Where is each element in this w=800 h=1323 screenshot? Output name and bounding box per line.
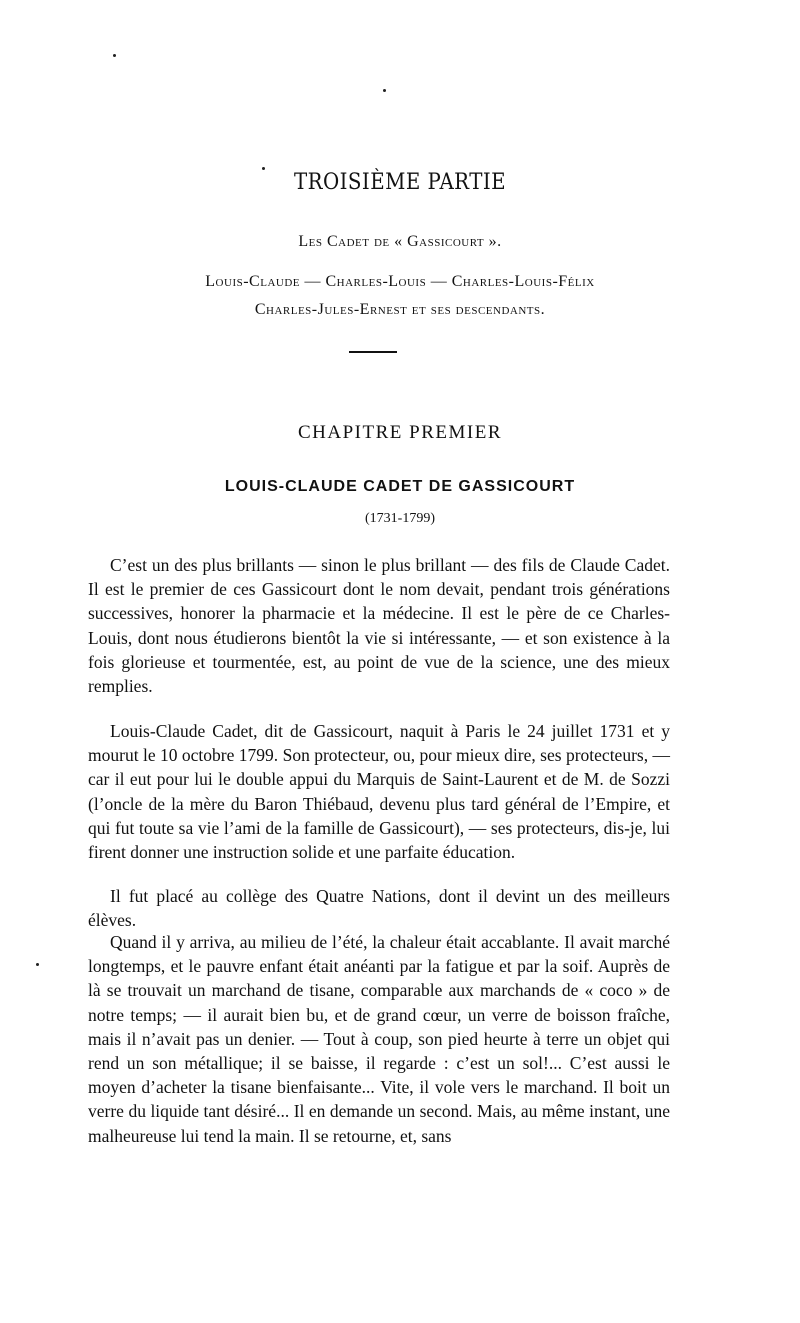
body-paragraph: Il fut placé au collège des Quatre Nations, dont il devint un des meilleurs élèves. <box>88 886 670 931</box>
chapter-label: CHAPITRE PREMIER <box>298 422 502 443</box>
section-divider <box>349 351 397 353</box>
page-speck <box>36 963 39 966</box>
chapter-title: LOUIS-CLAUDE CADET DE GASSICOURT <box>224 478 576 495</box>
family-members-line-1: Louis-Claude — Charles-Louis — Charles-Louis-Félix <box>205 273 595 290</box>
part-subtitle: Les Cadet de « Gassicourt ». <box>298 233 502 250</box>
part-title: TROISIÈME PARTIE <box>293 170 507 195</box>
body-paragraph: Quand il y arriva, au milieu de l’été, la chaleur était accablante. Il avait marché longtemps, et le pauvre enfant était anéanti par la fatigue et par la soif. Auprès de là se trouvait un marchand de tisane, comparable aux marchands de « coco » de notre temps; — il aurait bien bu, et de grand cœur, un verre de boisson fraîche, mais il n’avait pas un denier. — Tout à coup, son pied heurte à terre un objet qui rend un son métallique; il se baisse, il regarde : c’est un sol!... C’est aussi le moyen d’acheter la tisane bienfaisante... Vite, il vole vers le marchand. Il boit un verre du liquide tant désiré... Il en demande un second. Mais, au même instant, une malheureuse lui tend la main. Il se retourne, et, sans <box>88 932 670 1146</box>
body-paragraph: Louis-Claude Cadet, dit de Gassicourt, naquit à Paris le 24 juillet 1731 et y mourut le 10 octobre 1799. Son protecteur, ou, pour mieux dire, ses protecteurs, — car il eut pour lui le double appui du Marquis de Saint-Laurent et de M. de Sozzi (l’oncle de la mère du Baron Thiébaud, devenu plus tard général de l’Empire, et qui fut toute sa vie l’ami de la famille de Gassicourt), — ses protecteurs, dis-je, lui firent donner une instruction solide et une parfaite éducation. <box>88 721 670 863</box>
page-speck <box>383 89 386 92</box>
family-members-line-2: Charles-Jules-Ernest et ses descendants. <box>254 301 546 318</box>
body-paragraph: C’est un des plus brillants — sinon le plus brillant — des fils de Claude Cadet. Il est le premier de ces Gassicourt dont le nom devait, pendant trois générations successives, honorer la pharmacie et la médecine. Il est le père de ce Charles-Louis, dont nous étudierons bientôt la vie si intéressante, — et son existence à la fois glorieuse et tourmentée, est, au point de vue de la science, une des mieux remplies. <box>88 555 670 697</box>
chapter-dates: (1731-1799) <box>365 511 435 526</box>
page-speck <box>113 54 116 57</box>
